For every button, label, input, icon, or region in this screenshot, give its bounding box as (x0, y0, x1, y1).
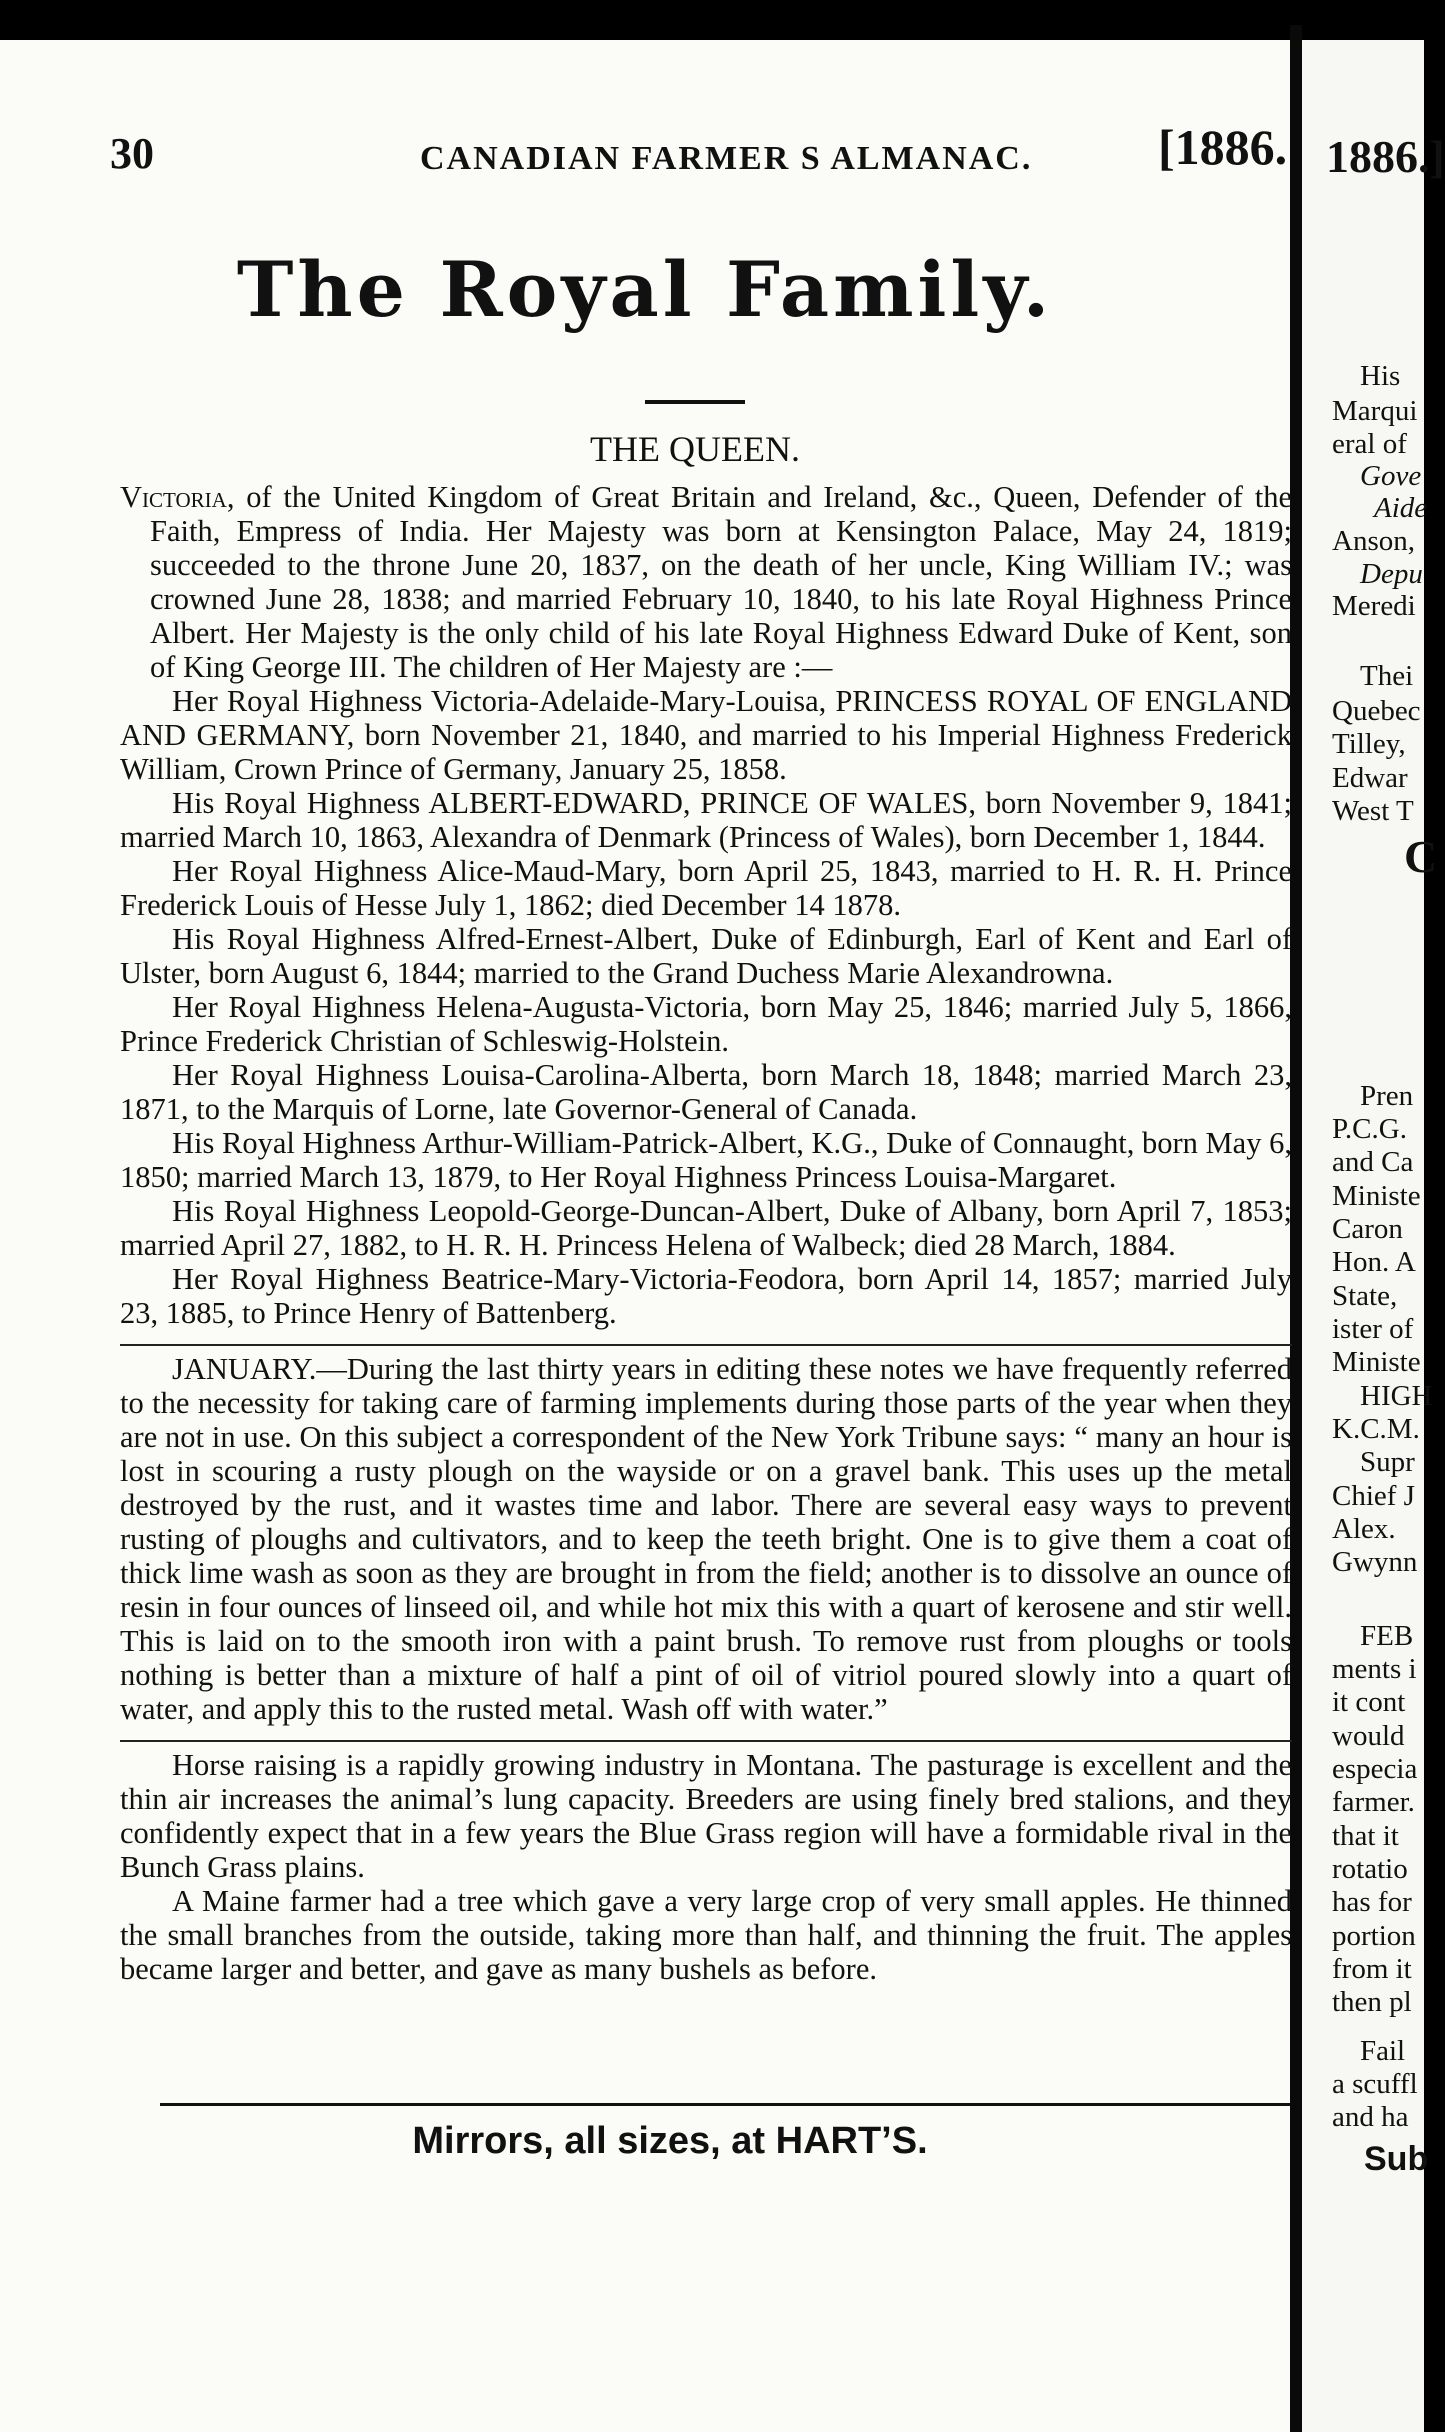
facing-fragment: rotatio (1332, 1853, 1408, 1885)
facing-fragment: and Ca (1332, 1146, 1414, 1178)
facing-fragment: ments i (1332, 1653, 1417, 1685)
title-divider (645, 400, 745, 404)
facing-fragment: has for (1332, 1886, 1412, 1918)
facing-fragment: His (1360, 360, 1401, 392)
facing-fragment: Anson, (1332, 525, 1415, 557)
child-entry: His Royal Highness ALBERT-EDWARD, PRINCE OF WALES, born November 9, 1841; married March 10, 1863, Alexandra of Denmark (Princess of Wales), born December 1, 1844. (120, 786, 1292, 854)
facing-fragment: K.C.M. (1332, 1413, 1420, 1445)
facing-fragment: Gove (1360, 460, 1422, 492)
facing-fragment: Gwynn (1332, 1546, 1418, 1578)
facing-fragment: and ha (1332, 2101, 1409, 2133)
page-title: The Royal Family. (236, 245, 1054, 334)
child-entry: Her Royal Highness Victoria-Adelaide-Mary-Louisa, PRINCESS ROYAL OF ENGLAND AND GERMANY, born November 21, 1840, and married to his Imperial Highness Frederick William, Crown Prince of Germany, January 25, 1858. (120, 684, 1292, 786)
facing-fragment: Sub (1364, 2140, 1429, 2178)
facing-fragment: Meredi (1332, 590, 1416, 622)
january-note (120, 1352, 1292, 1726)
facing-fragment: a scuffl (1332, 2068, 1418, 2100)
facing-fragment: it cont (1332, 1686, 1406, 1718)
farm-note: Horse raising is a rapidly growing industry in Montana. The pasturage is excellent and the thin air increases the animal’s lung capacity. Breeders are using finely bred stalions, and they confidently expect that in a few years the Blue Grass region will have a formidable rival in the Bunch Grass plains. (120, 1748, 1292, 1884)
facing-fragment: HIGH (1360, 1380, 1433, 1412)
facing-fragment: that it (1332, 1820, 1399, 1852)
advertisement: Mirrors, all sizes, at HART’S. (412, 2120, 928, 2162)
facing-fragment: Edwar (1332, 762, 1408, 794)
running-title: CANADIAN FARMER S ALMANAC. (420, 140, 1033, 177)
facing-fragment: then pl (1332, 1986, 1412, 2018)
facing-fragment: Marqui (1332, 395, 1418, 427)
facing-fragment: would (1332, 1720, 1405, 1752)
facing-fragment: portion (1332, 1920, 1416, 1952)
facing-fragment: Caron (1332, 1213, 1403, 1245)
facing-fragment: Pren (1360, 1080, 1414, 1112)
facing-fragment: 1886.] (1326, 131, 1445, 182)
facing-fragment: eral of (1332, 428, 1407, 460)
facing-fragment: Thei (1360, 660, 1414, 692)
facing-fragment: Ministe (1332, 1180, 1421, 1212)
january-label: JANUARY. (172, 1352, 317, 1386)
facing-fragment: farmer. (1332, 1786, 1415, 1818)
facing-fragment: from it (1332, 1953, 1412, 1985)
facing-fragment: Ministe (1332, 1346, 1421, 1378)
facing-page-edge (1302, 40, 1445, 2432)
facing-fragment: Fail (1360, 2035, 1406, 2067)
child-entry: Her Royal Highness Louisa-Carolina-Alberta, born March 18, 1848; married March 23, 1871, to the Marquis of Lorne, late Governor-General of Canada. (120, 1058, 1292, 1126)
section-heading: THE QUEEN. (590, 429, 800, 469)
january-text: —During the last thirty years in editing these notes we have frequently referred to the necessity for taking care of farming implements during those parts of the year when they are not in use. On this subject a correspondent of the New York Tribune says: “ many an hour is lost in scouring a rusty plough on the wayside or on a gravel bank. This uses up the metal destroyed by the rust, and it wastes time and labor. There are several easy ways to prevent rusting of ploughs and cultivators, and to keep the teeth bright. One is to give them a coat of thick lime wash as soon as they are brought in from the field; another is to dissolve an ounce of resin in four ounces of linseed oil, and while hot mix this with a quart of kerosene and stir well. This is laid on to the smooth iron with a paint brush. To remove rust from ploughs or tools nothing is better than a mixture of half a pint of oil of vitriol poured slowly into a quart of water, and apply this to the rusted metal. Wash off with water.” (120, 1352, 1292, 1726)
running-year: [1886. (1158, 119, 1288, 175)
child-entry: Her Royal Highness Helena-Augusta-Victoria, born May 25, 1846; married July 5, 1866, Prince Frederick Christian of Schleswig-Holstein. (120, 990, 1292, 1058)
section-divider (120, 1344, 1292, 1346)
queen-paragraph (120, 480, 1292, 684)
page-number: 30 (110, 129, 154, 178)
facing-fragment: ister of (1332, 1313, 1414, 1345)
facing-fragment: Alex. (1332, 1513, 1396, 1545)
article-body (120, 480, 1292, 1986)
queen-text: , of the United Kingdom of Great Britain and Ireland, &c., Queen, Defender of the Faith, Empress of India. Her Majesty was born at Kensington Palace, May 24, 1819; succeeded to the throne June 20, 1837, on the death of her uncle, King William IV.; was crowned June 28, 1838; and married February 10, 1840, to his late Royal Highness Prince Albert. Her Majesty is the only child of his late Royal Highness Edward Duke of Kent, son of King George III. The children of Her Majesty are :— (150, 480, 1292, 684)
facing-fragment: Quebec (1332, 695, 1421, 727)
farm-note: A Maine farmer had a tree which gave a very large crop of very small apples. He thinned the small branches from the outside, taking more than half, and thinning the fruit. The apples became larger and better, and gave as many bushels as before. (120, 1884, 1292, 1986)
child-entry: His Royal Highness Arthur-William-Patrick-Albert, K.G., Duke of Connaught, born May 6, 1850; married March 13, 1879, to Her Royal Highness Princess Louisa-Margaret. (120, 1126, 1292, 1194)
facing-fragment: C (1404, 831, 1438, 882)
facing-fragment: West T (1332, 795, 1414, 827)
facing-fragment: especia (1332, 1753, 1418, 1785)
facing-fragment: Aide (1374, 492, 1428, 524)
queen-name: Victoria (120, 480, 227, 514)
facing-fragment: Chief J (1332, 1480, 1415, 1512)
child-entry: His Royal Highness Leopold-George-Duncan-Albert, Duke of Albany, born April 7, 1853; married April 27, 1882, to H. R. H. Princess Helena of Walbeck; died 28 March, 1884. (120, 1194, 1292, 1262)
section-divider (120, 1740, 1292, 1742)
facing-fragment: State, (1332, 1280, 1398, 1312)
facing-fragment: Tilley, (1332, 728, 1406, 760)
advert-divider (160, 2103, 1290, 2106)
facing-fragment: P.C.G. (1332, 1113, 1407, 1145)
facing-fragment: Hon. A (1332, 1246, 1416, 1278)
child-entry: His Royal Highness Alfred-Ernest-Albert, Duke of Edinburgh, Earl of Kent and Earl of Ulster, born August 6, 1844; married to the Grand Duchess Marie Alexandrowna. (120, 922, 1292, 990)
child-entry: Her Royal Highness Beatrice-Mary-Victoria-Feodora, born April 14, 1857; married July 23, 1885, to Prince Henry of Battenberg. (120, 1262, 1292, 1330)
running-header (0, 119, 1290, 198)
facing-fragment: Supr (1360, 1446, 1415, 1478)
facing-fragment: Depu (1360, 558, 1423, 590)
facing-fragment: FEB (1360, 1620, 1414, 1652)
child-entry: Her Royal Highness Alice-Maud-Mary, born April 25, 1843, married to H. R. H. Prince Frederick Louis of Hesse July 1, 1862; died December 14 1878. (120, 854, 1292, 922)
